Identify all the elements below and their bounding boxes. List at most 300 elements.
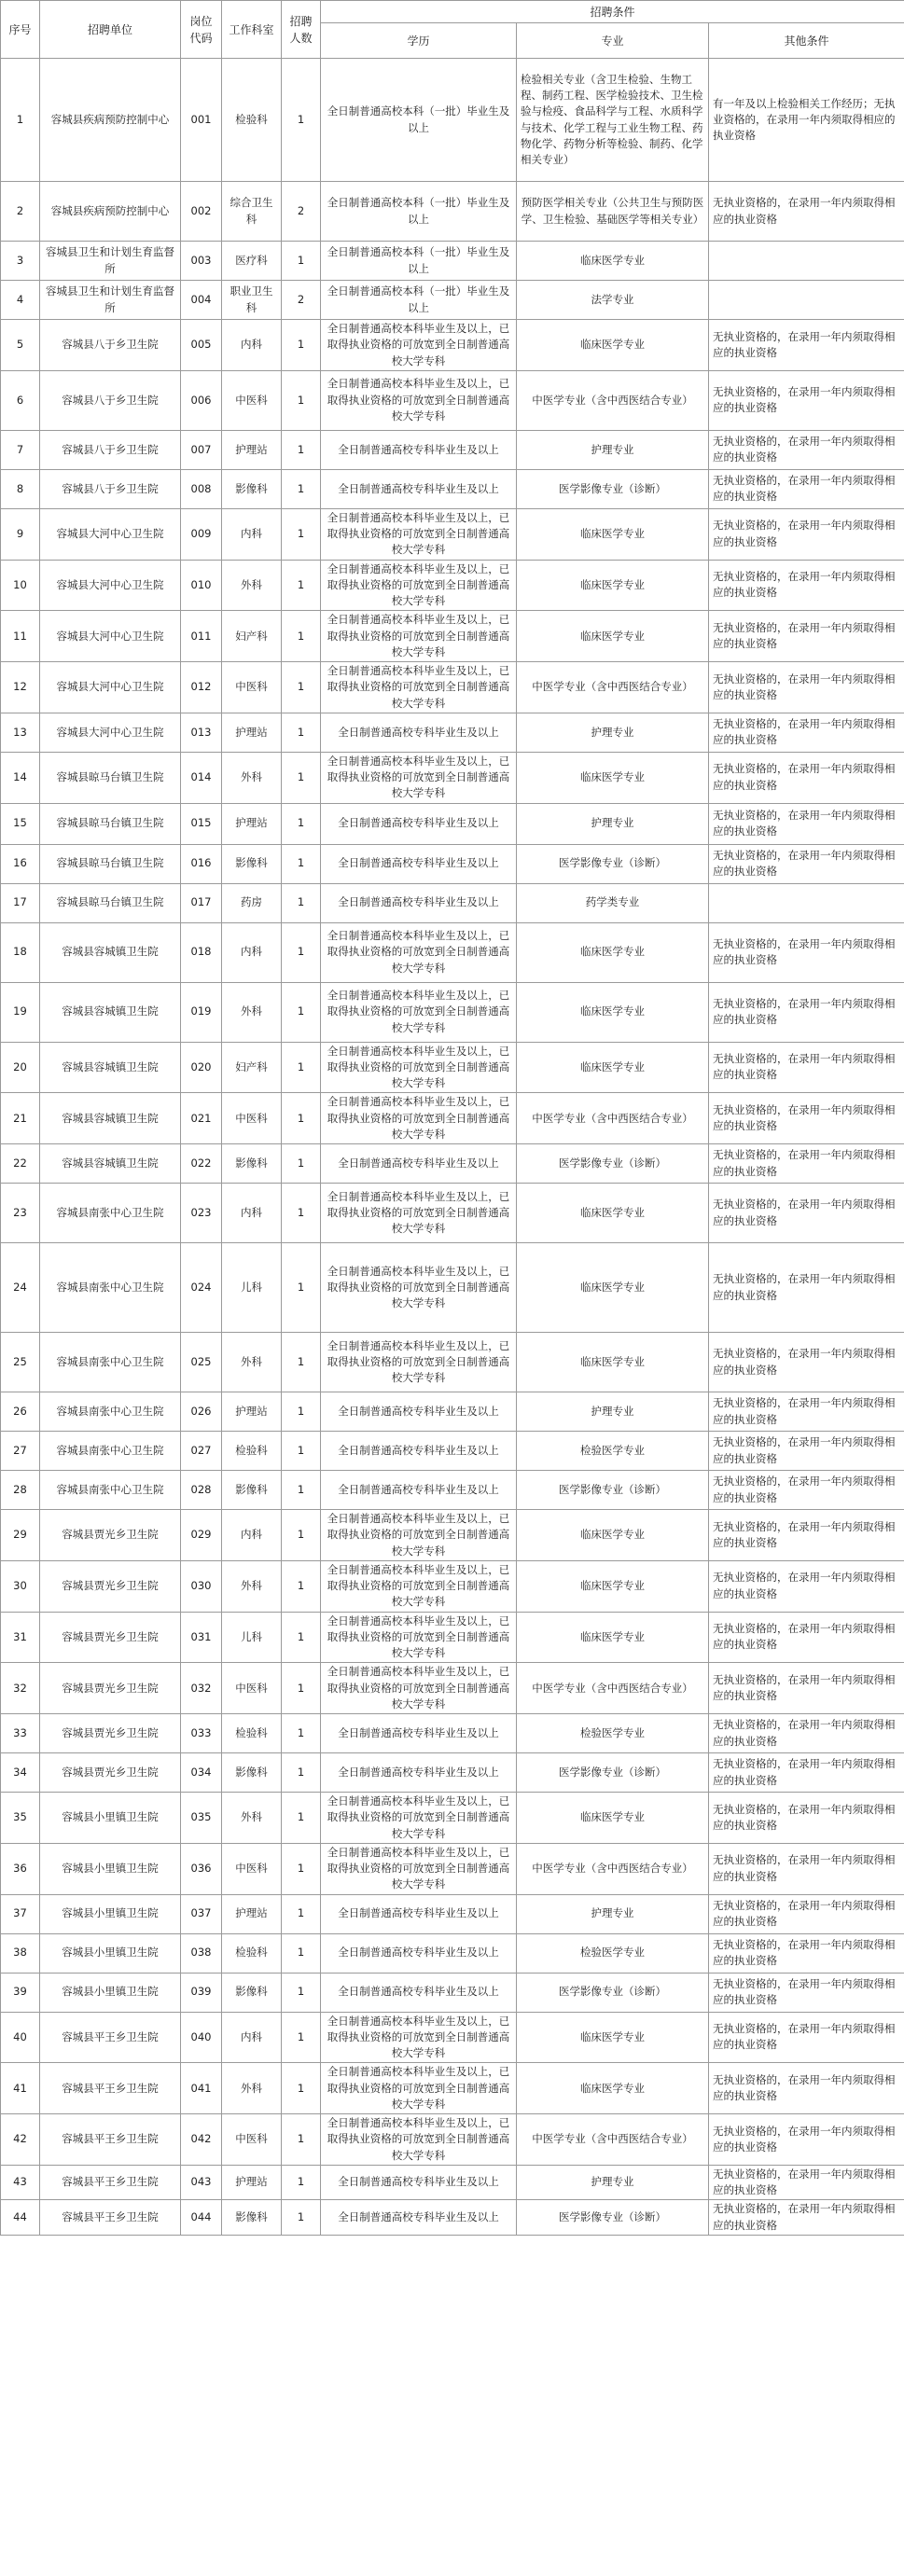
table-row bbox=[1, 242, 904, 281]
table-row bbox=[1, 182, 904, 242]
cell-unit: 容城县大河中心卫生院 bbox=[40, 508, 181, 560]
cell-major: 中医学专业（含中西医结合专业） bbox=[517, 370, 709, 430]
cell-dept: 检验科 bbox=[222, 59, 282, 182]
cell-dept: 综合卫生科 bbox=[222, 182, 282, 242]
table-row bbox=[1, 1042, 904, 1093]
cell-dept: 内科 bbox=[222, 922, 282, 982]
cell-other: 无执业资格的，在录用一年内须取得相应的执业资格 bbox=[709, 1184, 904, 1243]
cell-count: 1 bbox=[282, 560, 321, 611]
cell-unit: 容城县晾马台镇卫生院 bbox=[40, 803, 181, 844]
cell-edu: 全日制普通高校本科（一批）毕业生及以上 bbox=[321, 182, 517, 242]
cell-dept: 外科 bbox=[222, 1793, 282, 1844]
table-row bbox=[1, 560, 904, 611]
cell-code: 029 bbox=[181, 1510, 222, 1561]
cell-major: 护理专业 bbox=[517, 803, 709, 844]
cell-unit: 容城县八于乡卫生院 bbox=[40, 320, 181, 371]
cell-unit: 容城县八于乡卫生院 bbox=[40, 469, 181, 508]
cell-dept: 中医科 bbox=[222, 2114, 282, 2166]
cell-unit: 容城县晾马台镇卫生院 bbox=[40, 844, 181, 883]
cell-major: 临床医学专业 bbox=[517, 242, 709, 281]
cell-unit: 容城县容城镇卫生院 bbox=[40, 922, 181, 982]
cell-edu: 全日制普通高校专科毕业生及以上 bbox=[321, 1753, 517, 1793]
cell-dept: 内科 bbox=[222, 1184, 282, 1243]
cell-unit: 容城县小里镇卫生院 bbox=[40, 1933, 181, 1973]
cell-count: 1 bbox=[282, 1243, 321, 1333]
cell-unit: 容城县大河中心卫生院 bbox=[40, 560, 181, 611]
cell-other: 无执业资格的，在录用一年内须取得相应的执业资格 bbox=[709, 1663, 904, 1714]
cell-major: 药学类专业 bbox=[517, 883, 709, 922]
cell-count: 1 bbox=[282, 2114, 321, 2166]
cell-other: 无执业资格的，在录用一年内须取得相应的执业资格 bbox=[709, 1432, 904, 1471]
cell-seq: 9 bbox=[1, 508, 40, 560]
cell-seq: 13 bbox=[1, 713, 40, 752]
cell-other: 无执业资格的，在录用一年内须取得相应的执业资格 bbox=[709, 1753, 904, 1793]
cell-seq: 5 bbox=[1, 320, 40, 371]
cell-code: 028 bbox=[181, 1471, 222, 1510]
table-row bbox=[1, 1612, 904, 1663]
cell-unit: 容城县南张中心卫生院 bbox=[40, 1243, 181, 1333]
table-row bbox=[1, 1753, 904, 1793]
cell-major: 临床医学专业 bbox=[517, 320, 709, 371]
cell-seq: 18 bbox=[1, 922, 40, 982]
cell-code: 043 bbox=[181, 2165, 222, 2200]
cell-unit: 容城县南张中心卫生院 bbox=[40, 1432, 181, 1471]
cell-edu: 全日制普通高校本科毕业生及以上，已取得执业资格的可放宽到全日制普通高校大学专科 bbox=[321, 560, 517, 611]
cell-seq: 12 bbox=[1, 662, 40, 713]
cell-seq: 11 bbox=[1, 611, 40, 662]
header-other: 其他条件 bbox=[709, 23, 904, 59]
header-edu: 学历 bbox=[321, 23, 517, 59]
cell-other: 无执业资格的，在录用一年内须取得相应的执业资格 bbox=[709, 182, 904, 242]
table-row bbox=[1, 1933, 904, 1973]
cell-major: 检验医学专业 bbox=[517, 1933, 709, 1973]
table-row bbox=[1, 982, 904, 1042]
header-unit: 招聘单位 bbox=[40, 1, 181, 59]
cell-major: 临床医学专业 bbox=[517, 560, 709, 611]
cell-unit: 容城县贾光乡卫生院 bbox=[40, 1714, 181, 1753]
cell-count: 1 bbox=[282, 1933, 321, 1973]
cell-major: 护理专业 bbox=[517, 713, 709, 752]
table-row bbox=[1, 1432, 904, 1471]
table-row bbox=[1, 713, 904, 752]
cell-major: 预防医学相关专业（公共卫生与预防医学、卫生检验、基础医学等相关专业） bbox=[517, 182, 709, 242]
cell-major: 护理专业 bbox=[517, 1392, 709, 1432]
cell-dept: 内科 bbox=[222, 1510, 282, 1561]
cell-count: 1 bbox=[282, 1093, 321, 1144]
cell-unit: 容城县八于乡卫生院 bbox=[40, 370, 181, 430]
cell-code: 041 bbox=[181, 2063, 222, 2114]
table-row bbox=[1, 2012, 904, 2063]
cell-count: 2 bbox=[282, 281, 321, 320]
table-row bbox=[1, 1333, 904, 1392]
cell-dept: 内科 bbox=[222, 2012, 282, 2063]
table-row bbox=[1, 320, 904, 371]
cell-count: 1 bbox=[282, 320, 321, 371]
cell-dept: 护理站 bbox=[222, 713, 282, 752]
cell-count: 1 bbox=[282, 713, 321, 752]
cell-count: 1 bbox=[282, 2012, 321, 2063]
cell-count: 1 bbox=[282, 1333, 321, 1392]
cell-code: 016 bbox=[181, 844, 222, 883]
cell-other bbox=[709, 883, 904, 922]
cell-dept: 影像科 bbox=[222, 1471, 282, 1510]
cell-unit: 容城县小里镇卫生院 bbox=[40, 1843, 181, 1894]
cell-edu: 全日制普通高校本科毕业生及以上，已取得执业资格的可放宽到全日制普通高校大学专科 bbox=[321, 1612, 517, 1663]
cell-dept: 护理站 bbox=[222, 430, 282, 469]
cell-dept: 药房 bbox=[222, 883, 282, 922]
cell-edu: 全日制普通高校本科毕业生及以上，已取得执业资格的可放宽到全日制普通高校大学专科 bbox=[321, 1243, 517, 1333]
cell-other: 无执业资格的，在录用一年内须取得相应的执业资格 bbox=[709, 1714, 904, 1753]
cell-count: 1 bbox=[282, 1973, 321, 2012]
cell-count: 1 bbox=[282, 1042, 321, 1093]
cell-edu: 全日制普通高校专科毕业生及以上 bbox=[321, 1471, 517, 1510]
cell-seq: 33 bbox=[1, 1714, 40, 1753]
cell-dept: 中医科 bbox=[222, 1843, 282, 1894]
cell-seq: 43 bbox=[1, 2165, 40, 2200]
cell-unit: 容城县平王乡卫生院 bbox=[40, 2200, 181, 2236]
cell-other: 无执业资格的，在录用一年内须取得相应的执业资格 bbox=[709, 2165, 904, 2200]
cell-edu: 全日制普通高校本科毕业生及以上，已取得执业资格的可放宽到全日制普通高校大学专科 bbox=[321, 662, 517, 713]
cell-unit: 容城县平王乡卫生院 bbox=[40, 2165, 181, 2200]
cell-unit: 容城县小里镇卫生院 bbox=[40, 1894, 181, 1933]
table-row bbox=[1, 1560, 904, 1612]
cell-code: 008 bbox=[181, 469, 222, 508]
cell-major: 检验医学专业 bbox=[517, 1714, 709, 1753]
cell-edu: 全日制普通高校专科毕业生及以上 bbox=[321, 2165, 517, 2200]
cell-dept: 检验科 bbox=[222, 1933, 282, 1973]
table-row bbox=[1, 2200, 904, 2236]
cell-dept: 内科 bbox=[222, 508, 282, 560]
cell-unit: 容城县小里镇卫生院 bbox=[40, 1973, 181, 2012]
cell-other: 无执业资格的，在录用一年内须取得相应的执业资格 bbox=[709, 508, 904, 560]
cell-dept: 医疗科 bbox=[222, 242, 282, 281]
cell-other: 无执业资格的，在录用一年内须取得相应的执业资格 bbox=[709, 1843, 904, 1894]
cell-code: 038 bbox=[181, 1933, 222, 1973]
cell-code: 036 bbox=[181, 1843, 222, 1894]
header-count: 招聘人数 bbox=[282, 1, 321, 59]
table-row bbox=[1, 844, 904, 883]
table-row bbox=[1, 59, 904, 182]
header-conditions: 招聘条件 bbox=[321, 1, 904, 23]
cell-edu: 全日制普通高校本科毕业生及以上，已取得执业资格的可放宽到全日制普通高校大学专科 bbox=[321, 1793, 517, 1844]
table-row bbox=[1, 2063, 904, 2114]
cell-count: 1 bbox=[282, 752, 321, 803]
header-code: 岗位代码 bbox=[181, 1, 222, 59]
cell-seq: 7 bbox=[1, 430, 40, 469]
cell-dept: 影像科 bbox=[222, 2200, 282, 2236]
cell-other: 无执业资格的，在录用一年内须取得相应的执业资格 bbox=[709, 1042, 904, 1093]
table-row bbox=[1, 1714, 904, 1753]
cell-dept: 妇产科 bbox=[222, 1042, 282, 1093]
cell-code: 005 bbox=[181, 320, 222, 371]
cell-major: 医学影像专业（诊断） bbox=[517, 1973, 709, 2012]
cell-other: 无执业资格的，在录用一年内须取得相应的执业资格 bbox=[709, 611, 904, 662]
cell-edu: 全日制普通高校本科（一批）毕业生及以上 bbox=[321, 59, 517, 182]
cell-seq: 27 bbox=[1, 1432, 40, 1471]
table-row bbox=[1, 370, 904, 430]
cell-edu: 全日制普通高校本科毕业生及以上，已取得执业资格的可放宽到全日制普通高校大学专科 bbox=[321, 1560, 517, 1612]
cell-major: 医学影像专业（诊断） bbox=[517, 1471, 709, 1510]
cell-unit: 容城县容城镇卫生院 bbox=[40, 1144, 181, 1184]
cell-count: 1 bbox=[282, 982, 321, 1042]
cell-seq: 3 bbox=[1, 242, 40, 281]
cell-major: 临床医学专业 bbox=[517, 1333, 709, 1392]
cell-other: 无执业资格的，在录用一年内须取得相应的执业资格 bbox=[709, 1243, 904, 1333]
cell-dept: 外科 bbox=[222, 1333, 282, 1392]
cell-dept: 外科 bbox=[222, 752, 282, 803]
cell-major: 临床医学专业 bbox=[517, 2012, 709, 2063]
table-row bbox=[1, 1471, 904, 1510]
cell-edu: 全日制普通高校专科毕业生及以上 bbox=[321, 469, 517, 508]
cell-count: 1 bbox=[282, 1510, 321, 1561]
table-row bbox=[1, 611, 904, 662]
cell-edu: 全日制普通高校本科毕业生及以上，已取得执业资格的可放宽到全日制普通高校大学专科 bbox=[321, 752, 517, 803]
cell-dept: 外科 bbox=[222, 1560, 282, 1612]
table-row bbox=[1, 2114, 904, 2166]
cell-code: 039 bbox=[181, 1973, 222, 2012]
table-row bbox=[1, 1973, 904, 2012]
cell-major: 检验相关专业（含卫生检验、生物工程、制药工程、医学检验技术、卫生检验与检疫、食品科学与工程、水质科学与技术、化学工程与工业生物工程、药物化学、药物分析等检验、制药、化学相关专业） bbox=[517, 59, 709, 182]
cell-dept: 中医科 bbox=[222, 370, 282, 430]
cell-major: 临床医学专业 bbox=[517, 982, 709, 1042]
cell-seq: 42 bbox=[1, 2114, 40, 2166]
cell-code: 037 bbox=[181, 1894, 222, 1933]
cell-edu: 全日制普通高校本科毕业生及以上，已取得执业资格的可放宽到全日制普通高校大学专科 bbox=[321, 1042, 517, 1093]
cell-other: 无执业资格的，在录用一年内须取得相应的执业资格 bbox=[709, 844, 904, 883]
cell-edu: 全日制普通高校专科毕业生及以上 bbox=[321, 2200, 517, 2236]
cell-count: 1 bbox=[282, 1714, 321, 1753]
cell-count: 1 bbox=[282, 922, 321, 982]
cell-seq: 21 bbox=[1, 1093, 40, 1144]
cell-other: 无执业资格的，在录用一年内须取得相应的执业资格 bbox=[709, 1933, 904, 1973]
cell-edu: 全日制普通高校专科毕业生及以上 bbox=[321, 1432, 517, 1471]
cell-dept: 中医科 bbox=[222, 1663, 282, 1714]
cell-seq: 44 bbox=[1, 2200, 40, 2236]
cell-edu: 全日制普通高校本科毕业生及以上，已取得执业资格的可放宽到全日制普通高校大学专科 bbox=[321, 1843, 517, 1894]
table-row bbox=[1, 752, 904, 803]
cell-unit: 容城县南张中心卫生院 bbox=[40, 1471, 181, 1510]
table-row bbox=[1, 508, 904, 560]
cell-major: 临床医学专业 bbox=[517, 1793, 709, 1844]
cell-other: 无执业资格的，在录用一年内须取得相应的执业资格 bbox=[709, 1973, 904, 2012]
cell-edu: 全日制普通高校本科毕业生及以上，已取得执业资格的可放宽到全日制普通高校大学专科 bbox=[321, 2114, 517, 2166]
cell-other: 无执业资格的，在录用一年内须取得相应的执业资格 bbox=[709, 2200, 904, 2236]
cell-count: 1 bbox=[282, 370, 321, 430]
cell-code: 017 bbox=[181, 883, 222, 922]
cell-code: 032 bbox=[181, 1663, 222, 1714]
cell-code: 021 bbox=[181, 1093, 222, 1144]
header-major: 专业 bbox=[517, 23, 709, 59]
cell-code: 031 bbox=[181, 1612, 222, 1663]
cell-major: 临床医学专业 bbox=[517, 508, 709, 560]
cell-major: 临床医学专业 bbox=[517, 1510, 709, 1561]
cell-unit: 容城县晾马台镇卫生院 bbox=[40, 883, 181, 922]
cell-edu: 全日制普通高校本科毕业生及以上，已取得执业资格的可放宽到全日制普通高校大学专科 bbox=[321, 1184, 517, 1243]
cell-count: 1 bbox=[282, 508, 321, 560]
cell-unit: 容城县大河中心卫生院 bbox=[40, 662, 181, 713]
cell-edu: 全日制普通高校专科毕业生及以上 bbox=[321, 713, 517, 752]
table-row bbox=[1, 1663, 904, 1714]
cell-count: 1 bbox=[282, 430, 321, 469]
cell-major: 医学影像专业（诊断） bbox=[517, 1144, 709, 1184]
table-row bbox=[1, 1243, 904, 1333]
header-row bbox=[1, 1, 904, 23]
cell-seq: 10 bbox=[1, 560, 40, 611]
table-row bbox=[1, 1793, 904, 1844]
cell-other: 无执业资格的，在录用一年内须取得相应的执业资格 bbox=[709, 2012, 904, 2063]
cell-count: 1 bbox=[282, 883, 321, 922]
cell-code: 004 bbox=[181, 281, 222, 320]
cell-unit: 容城县贾光乡卫生院 bbox=[40, 1612, 181, 1663]
cell-count: 1 bbox=[282, 844, 321, 883]
cell-unit: 容城县疾病预防控制中心 bbox=[40, 59, 181, 182]
cell-seq: 40 bbox=[1, 2012, 40, 2063]
cell-edu: 全日制普通高校专科毕业生及以上 bbox=[321, 1894, 517, 1933]
cell-other: 无执业资格的，在录用一年内须取得相应的执业资格 bbox=[709, 713, 904, 752]
cell-dept: 内科 bbox=[222, 320, 282, 371]
cell-edu: 全日制普通高校本科毕业生及以上，已取得执业资格的可放宽到全日制普通高校大学专科 bbox=[321, 2012, 517, 2063]
cell-seq: 39 bbox=[1, 1973, 40, 2012]
cell-unit: 容城县大河中心卫生院 bbox=[40, 713, 181, 752]
header-dept: 工作科室 bbox=[222, 1, 282, 59]
cell-code: 040 bbox=[181, 2012, 222, 2063]
cell-code: 019 bbox=[181, 982, 222, 1042]
table-row bbox=[1, 1392, 904, 1432]
cell-code: 024 bbox=[181, 1243, 222, 1333]
cell-other: 无执业资格的，在录用一年内须取得相应的执业资格 bbox=[709, 560, 904, 611]
cell-seq: 37 bbox=[1, 1894, 40, 1933]
cell-other: 无执业资格的，在录用一年内须取得相应的执业资格 bbox=[709, 1560, 904, 1612]
cell-code: 035 bbox=[181, 1793, 222, 1844]
cell-edu: 全日制普通高校专科毕业生及以上 bbox=[321, 1392, 517, 1432]
cell-other: 无执业资格的，在录用一年内须取得相应的执业资格 bbox=[709, 469, 904, 508]
cell-unit: 容城县疾病预防控制中心 bbox=[40, 182, 181, 242]
cell-unit: 容城县贾光乡卫生院 bbox=[40, 1753, 181, 1793]
cell-code: 002 bbox=[181, 182, 222, 242]
cell-code: 027 bbox=[181, 1432, 222, 1471]
table-row bbox=[1, 1144, 904, 1184]
table-row bbox=[1, 662, 904, 713]
cell-count: 1 bbox=[282, 59, 321, 182]
cell-other: 无执业资格的，在录用一年内须取得相应的执业资格 bbox=[709, 982, 904, 1042]
cell-seq: 28 bbox=[1, 1471, 40, 1510]
cell-count: 1 bbox=[282, 1144, 321, 1184]
cell-code: 026 bbox=[181, 1392, 222, 1432]
cell-major: 医学影像专业（诊断） bbox=[517, 469, 709, 508]
cell-unit: 容城县南张中心卫生院 bbox=[40, 1333, 181, 1392]
cell-unit: 容城县卫生和计划生育监督所 bbox=[40, 242, 181, 281]
cell-count: 1 bbox=[282, 1432, 321, 1471]
cell-seq: 31 bbox=[1, 1612, 40, 1663]
cell-seq: 26 bbox=[1, 1392, 40, 1432]
table-row bbox=[1, 469, 904, 508]
cell-major: 临床医学专业 bbox=[517, 2063, 709, 2114]
cell-major: 中医学专业（含中西医结合专业） bbox=[517, 2114, 709, 2166]
cell-major: 护理专业 bbox=[517, 430, 709, 469]
cell-count: 1 bbox=[282, 242, 321, 281]
cell-other: 无执业资格的，在录用一年内须取得相应的执业资格 bbox=[709, 662, 904, 713]
cell-major: 检验医学专业 bbox=[517, 1432, 709, 1471]
cell-seq: 2 bbox=[1, 182, 40, 242]
cell-dept: 检验科 bbox=[222, 1432, 282, 1471]
table-row bbox=[1, 1843, 904, 1894]
cell-major: 临床医学专业 bbox=[517, 1243, 709, 1333]
cell-edu: 全日制普通高校本科毕业生及以上，已取得执业资格的可放宽到全日制普通高校大学专科 bbox=[321, 1510, 517, 1561]
cell-dept: 外科 bbox=[222, 2063, 282, 2114]
cell-edu: 全日制普通高校专科毕业生及以上 bbox=[321, 844, 517, 883]
cell-unit: 容城县小里镇卫生院 bbox=[40, 1793, 181, 1844]
cell-other: 无执业资格的，在录用一年内须取得相应的执业资格 bbox=[709, 1144, 904, 1184]
cell-edu: 全日制普通高校本科毕业生及以上，已取得执业资格的可放宽到全日制普通高校大学专科 bbox=[321, 922, 517, 982]
cell-edu: 全日制普通高校本科毕业生及以上，已取得执业资格的可放宽到全日制普通高校大学专科 bbox=[321, 370, 517, 430]
cell-unit: 容城县大河中心卫生院 bbox=[40, 611, 181, 662]
cell-major: 医学影像专业（诊断） bbox=[517, 1753, 709, 1793]
header-seq: 序号 bbox=[1, 1, 40, 59]
table-row bbox=[1, 883, 904, 922]
cell-unit: 容城县平王乡卫生院 bbox=[40, 2063, 181, 2114]
cell-dept: 检验科 bbox=[222, 1714, 282, 1753]
cell-seq: 36 bbox=[1, 1843, 40, 1894]
cell-seq: 15 bbox=[1, 803, 40, 844]
cell-code: 012 bbox=[181, 662, 222, 713]
cell-other bbox=[709, 242, 904, 281]
cell-edu: 全日制普通高校本科毕业生及以上，已取得执业资格的可放宽到全日制普通高校大学专科 bbox=[321, 2063, 517, 2114]
cell-dept: 护理站 bbox=[222, 803, 282, 844]
cell-major: 法学专业 bbox=[517, 281, 709, 320]
cell-code: 009 bbox=[181, 508, 222, 560]
cell-edu: 全日制普通高校本科毕业生及以上，已取得执业资格的可放宽到全日制普通高校大学专科 bbox=[321, 320, 517, 371]
cell-count: 1 bbox=[282, 611, 321, 662]
cell-dept: 外科 bbox=[222, 982, 282, 1042]
cell-major: 护理专业 bbox=[517, 1894, 709, 1933]
cell-unit: 容城县贾光乡卫生院 bbox=[40, 1510, 181, 1561]
cell-unit: 容城县容城镇卫生院 bbox=[40, 1093, 181, 1144]
cell-other: 无执业资格的，在录用一年内须取得相应的执业资格 bbox=[709, 1612, 904, 1663]
cell-code: 014 bbox=[181, 752, 222, 803]
cell-edu: 全日制普通高校专科毕业生及以上 bbox=[321, 1714, 517, 1753]
cell-seq: 20 bbox=[1, 1042, 40, 1093]
cell-other: 无执业资格的，在录用一年内须取得相应的执业资格 bbox=[709, 430, 904, 469]
cell-code: 006 bbox=[181, 370, 222, 430]
cell-other: 有一年及以上检验相关工作经历；无执业资格的，在录用一年内须取得相应的执业资格 bbox=[709, 59, 904, 182]
cell-dept: 护理站 bbox=[222, 1392, 282, 1432]
cell-code: 044 bbox=[181, 2200, 222, 2236]
cell-edu: 全日制普通高校本科毕业生及以上，已取得执业资格的可放宽到全日制普通高校大学专科 bbox=[321, 1093, 517, 1144]
cell-edu: 全日制普通高校专科毕业生及以上 bbox=[321, 883, 517, 922]
cell-code: 023 bbox=[181, 1184, 222, 1243]
cell-count: 1 bbox=[282, 1793, 321, 1844]
cell-unit: 容城县容城镇卫生院 bbox=[40, 982, 181, 1042]
cell-unit: 容城县容城镇卫生院 bbox=[40, 1042, 181, 1093]
cell-seq: 38 bbox=[1, 1933, 40, 1973]
cell-count: 1 bbox=[282, 662, 321, 713]
cell-major: 护理专业 bbox=[517, 2165, 709, 2200]
cell-seq: 16 bbox=[1, 844, 40, 883]
cell-unit: 容城县南张中心卫生院 bbox=[40, 1392, 181, 1432]
cell-code: 030 bbox=[181, 1560, 222, 1612]
cell-code: 001 bbox=[181, 59, 222, 182]
cell-other: 无执业资格的，在录用一年内须取得相应的执业资格 bbox=[709, 320, 904, 371]
cell-dept: 外科 bbox=[222, 560, 282, 611]
cell-seq: 22 bbox=[1, 1144, 40, 1184]
cell-code: 003 bbox=[181, 242, 222, 281]
table-row bbox=[1, 1510, 904, 1561]
cell-dept: 护理站 bbox=[222, 1894, 282, 1933]
cell-unit: 容城县八于乡卫生院 bbox=[40, 430, 181, 469]
cell-major: 临床医学专业 bbox=[517, 1560, 709, 1612]
cell-other: 无执业资格的，在录用一年内须取得相应的执业资格 bbox=[709, 1510, 904, 1561]
cell-count: 1 bbox=[282, 1184, 321, 1243]
